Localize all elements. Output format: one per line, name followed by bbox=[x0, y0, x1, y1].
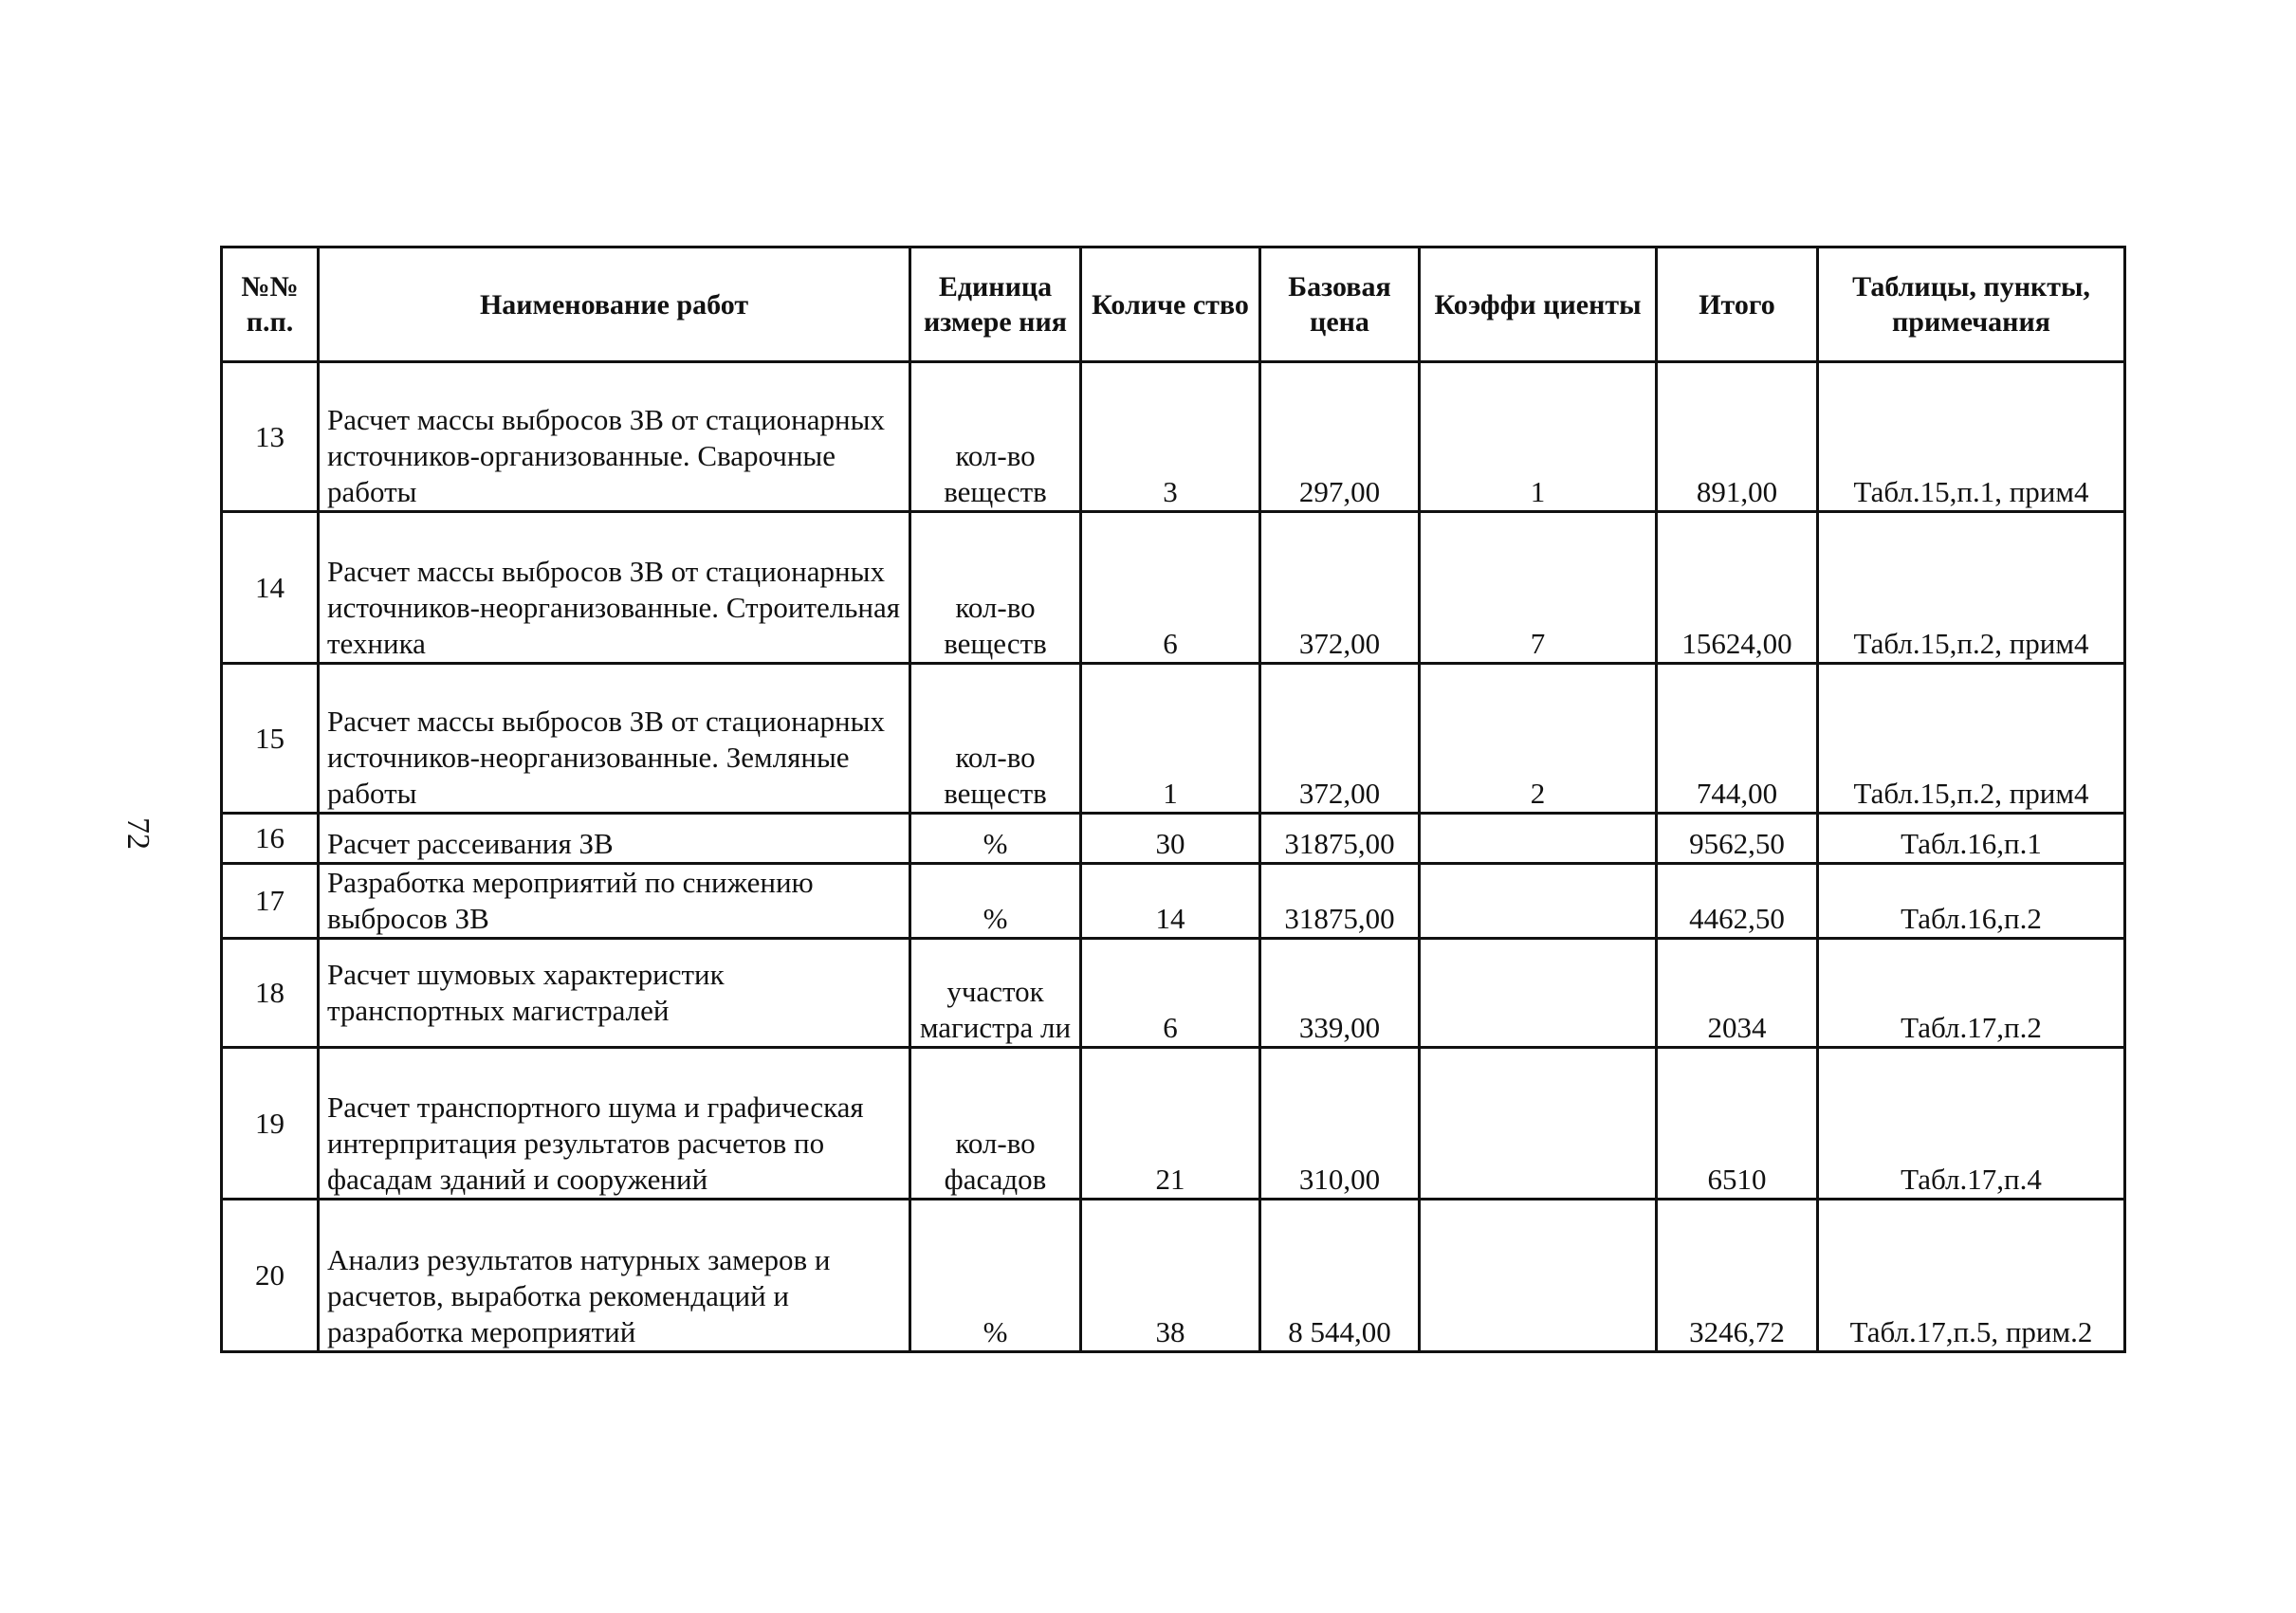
row-notes: Табл.17,п.2 bbox=[1818, 939, 2125, 1048]
row-qty: 6 bbox=[1081, 512, 1260, 664]
row-coef: 1 bbox=[1420, 362, 1657, 512]
row-unit: участок магистра ли bbox=[910, 939, 1081, 1048]
row-qty: 38 bbox=[1081, 1200, 1260, 1352]
row-notes: Табл.15,п.2, прим4 bbox=[1818, 512, 2125, 664]
header-total: Итого bbox=[1657, 247, 1818, 362]
row-num: 14 bbox=[222, 512, 319, 664]
row-num: 13 bbox=[222, 362, 319, 512]
row-name: Расчет рассеивания ЗВ bbox=[319, 814, 910, 864]
row-coef: 7 bbox=[1420, 512, 1657, 664]
row-total: 6510 bbox=[1657, 1048, 1818, 1200]
row-num: 17 bbox=[222, 864, 319, 939]
page-number: 72 bbox=[120, 817, 156, 850]
row-qty: 6 bbox=[1081, 939, 1260, 1048]
works-table bbox=[220, 246, 2126, 1353]
row-num: 15 bbox=[222, 664, 319, 814]
row-total: 3246,72 bbox=[1657, 1200, 1818, 1352]
row-base-price: 31875,00 bbox=[1260, 864, 1420, 939]
row-coef bbox=[1420, 814, 1657, 864]
row-coef: 2 bbox=[1420, 664, 1657, 814]
table-row bbox=[222, 939, 2125, 1048]
row-total: 744,00 bbox=[1657, 664, 1818, 814]
row-qty: 1 bbox=[1081, 664, 1260, 814]
header-base-price: Базовая цена bbox=[1260, 247, 1420, 362]
row-name: Анализ результатов натурных замеров и расчетов, выработка рекомендаций и разработка мероприятий bbox=[319, 1200, 910, 1352]
row-base-price: 297,00 bbox=[1260, 362, 1420, 512]
row-notes: Табл.17,п.4 bbox=[1818, 1048, 2125, 1200]
row-unit: кол-во веществ bbox=[910, 664, 1081, 814]
row-notes: Табл.17,п.5, прим.2 bbox=[1818, 1200, 2125, 1352]
table-row bbox=[222, 814, 2125, 864]
header-notes: Таблицы, пункты, примечания bbox=[1818, 247, 2125, 362]
row-base-price: 372,00 bbox=[1260, 664, 1420, 814]
row-name: Разработка мероприятий по снижению выбросов ЗВ bbox=[319, 864, 910, 939]
row-notes: Табл.16,п.1 bbox=[1818, 814, 2125, 864]
row-name: Расчет транспортного шума и графическая интерпритация результатов расчетов по фасадам зданий и сооружений bbox=[319, 1048, 910, 1200]
row-num: 18 bbox=[222, 939, 319, 1048]
header-row bbox=[222, 247, 2125, 362]
row-notes: Табл.15,п.1, прим4 bbox=[1818, 362, 2125, 512]
row-unit: кол-во веществ bbox=[910, 512, 1081, 664]
row-total: 4462,50 bbox=[1657, 864, 1818, 939]
header-qty: Количе ство bbox=[1081, 247, 1260, 362]
header-name: Наименование работ bbox=[319, 247, 910, 362]
row-total: 891,00 bbox=[1657, 362, 1818, 512]
row-total: 9562,50 bbox=[1657, 814, 1818, 864]
row-name: Расчет массы выбросов ЗВ от стационарных источников-неорганизованные. Земляные работы bbox=[319, 664, 910, 814]
row-unit: % bbox=[910, 864, 1081, 939]
header-unit: Единица измере ния bbox=[910, 247, 1081, 362]
row-coef bbox=[1420, 864, 1657, 939]
row-base-price: 310,00 bbox=[1260, 1048, 1420, 1200]
row-notes: Табл.16,п.2 bbox=[1818, 864, 2125, 939]
table-row bbox=[222, 1200, 2125, 1352]
table-row bbox=[222, 864, 2125, 939]
row-qty: 21 bbox=[1081, 1048, 1260, 1200]
row-qty: 30 bbox=[1081, 814, 1260, 864]
row-base-price: 372,00 bbox=[1260, 512, 1420, 664]
row-coef bbox=[1420, 1048, 1657, 1200]
row-unit: % bbox=[910, 814, 1081, 864]
header-coef: Коэффи циенты bbox=[1420, 247, 1657, 362]
row-coef bbox=[1420, 1200, 1657, 1352]
row-unit: % bbox=[910, 1200, 1081, 1352]
row-num: 16 bbox=[222, 814, 319, 864]
row-name: Расчет массы выбросов ЗВ от стационарных источников-организованные. Сварочные работы bbox=[319, 362, 910, 512]
row-base-price: 31875,00 bbox=[1260, 814, 1420, 864]
row-name: Расчет массы выбросов ЗВ от стационарных источников-неорганизованные. Строительная техника bbox=[319, 512, 910, 664]
row-qty: 3 bbox=[1081, 362, 1260, 512]
row-num: 20 bbox=[222, 1200, 319, 1352]
row-qty: 14 bbox=[1081, 864, 1260, 939]
row-name: Расчет шумовых характеристик транспортных магистралей bbox=[319, 939, 910, 1048]
header-num: №№ п.п. bbox=[222, 247, 319, 362]
row-total: 2034 bbox=[1657, 939, 1818, 1048]
table-row bbox=[222, 1048, 2125, 1200]
row-unit: кол-во веществ bbox=[910, 362, 1081, 512]
row-base-price: 339,00 bbox=[1260, 939, 1420, 1048]
row-num: 19 bbox=[222, 1048, 319, 1200]
row-total: 15624,00 bbox=[1657, 512, 1818, 664]
table-row bbox=[222, 664, 2125, 814]
table-row bbox=[222, 362, 2125, 512]
row-base-price: 8 544,00 bbox=[1260, 1200, 1420, 1352]
row-coef bbox=[1420, 939, 1657, 1048]
table-row bbox=[222, 512, 2125, 664]
row-unit: кол-во фасадов bbox=[910, 1048, 1081, 1200]
row-notes: Табл.15,п.2, прим4 bbox=[1818, 664, 2125, 814]
